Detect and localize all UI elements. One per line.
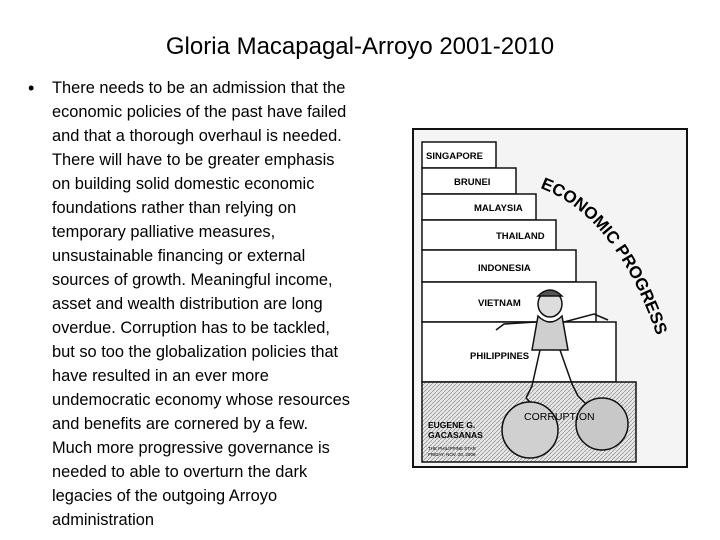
bullet-line: There will have to be greater emphasis: [52, 151, 335, 169]
bullet-line: and that a thorough overhaul is needed.: [52, 127, 342, 145]
bullet-line: on building solid domestic economic: [52, 175, 315, 193]
bullet-line: economic policies of the past have failed: [52, 103, 347, 121]
bullet-line: Much more progressive governance is: [52, 439, 330, 457]
artist-signature: GACASANAS: [428, 430, 483, 440]
step-label: PHILIPPINES: [470, 351, 530, 362]
step-label: INDONESIA: [478, 263, 531, 274]
step-label: THAILAND: [496, 231, 545, 242]
publication-date: FRIDAY, NOV. 20, 2009: [428, 452, 476, 457]
step-label: MALAYSIA: [474, 203, 523, 214]
step-label: SINGAPORE: [426, 151, 484, 162]
bullet-text: [52, 76, 392, 532]
bullet-line: temporary palliative measures,: [52, 223, 276, 241]
bullet-line: administration: [52, 511, 155, 529]
cartoon-illustration: [412, 128, 688, 468]
slide-title: Gloria Macapagal-Arroyo 2001-2010: [165, 33, 555, 60]
bullet-line: asset and wealth distribution are long: [52, 295, 323, 313]
bullet-line: unsustainable financing or external: [52, 247, 306, 265]
publication-credit: THE PHILIPPINE STAR: [428, 446, 476, 451]
bullet-line: but so too the globalization policies that: [52, 343, 339, 361]
bullet-line: There needs to be an admission that the: [52, 79, 346, 97]
bullet-line: legacies of the outgoing Arroyo: [52, 487, 278, 505]
step-label: VIETNAM: [478, 298, 521, 309]
corruption-ball-right: [576, 398, 628, 450]
arc-caption-text: ECONOMIC PROGRESS: [538, 174, 671, 338]
ball-label: CORRUPTION: [524, 411, 595, 423]
step-label: BRUNEI: [454, 177, 491, 188]
bullet-line: overdue. Corruption has to be tackled,: [52, 319, 330, 337]
bullet-point: •: [28, 78, 35, 98]
bullet-line: have resulted in an ever more: [52, 367, 269, 385]
artist-signature: EUGENE G.: [428, 420, 476, 430]
bullet-line: foundations rather than relying on: [52, 199, 297, 217]
bullet-line: sources of growth. Meaningful income,: [52, 271, 333, 289]
bullet-line: undemocratic economy whose resources: [52, 391, 350, 409]
bullet-line: needed to able to overturn the dark: [52, 463, 308, 481]
bullet-line: and benefits are cornered by a few.: [52, 415, 309, 433]
